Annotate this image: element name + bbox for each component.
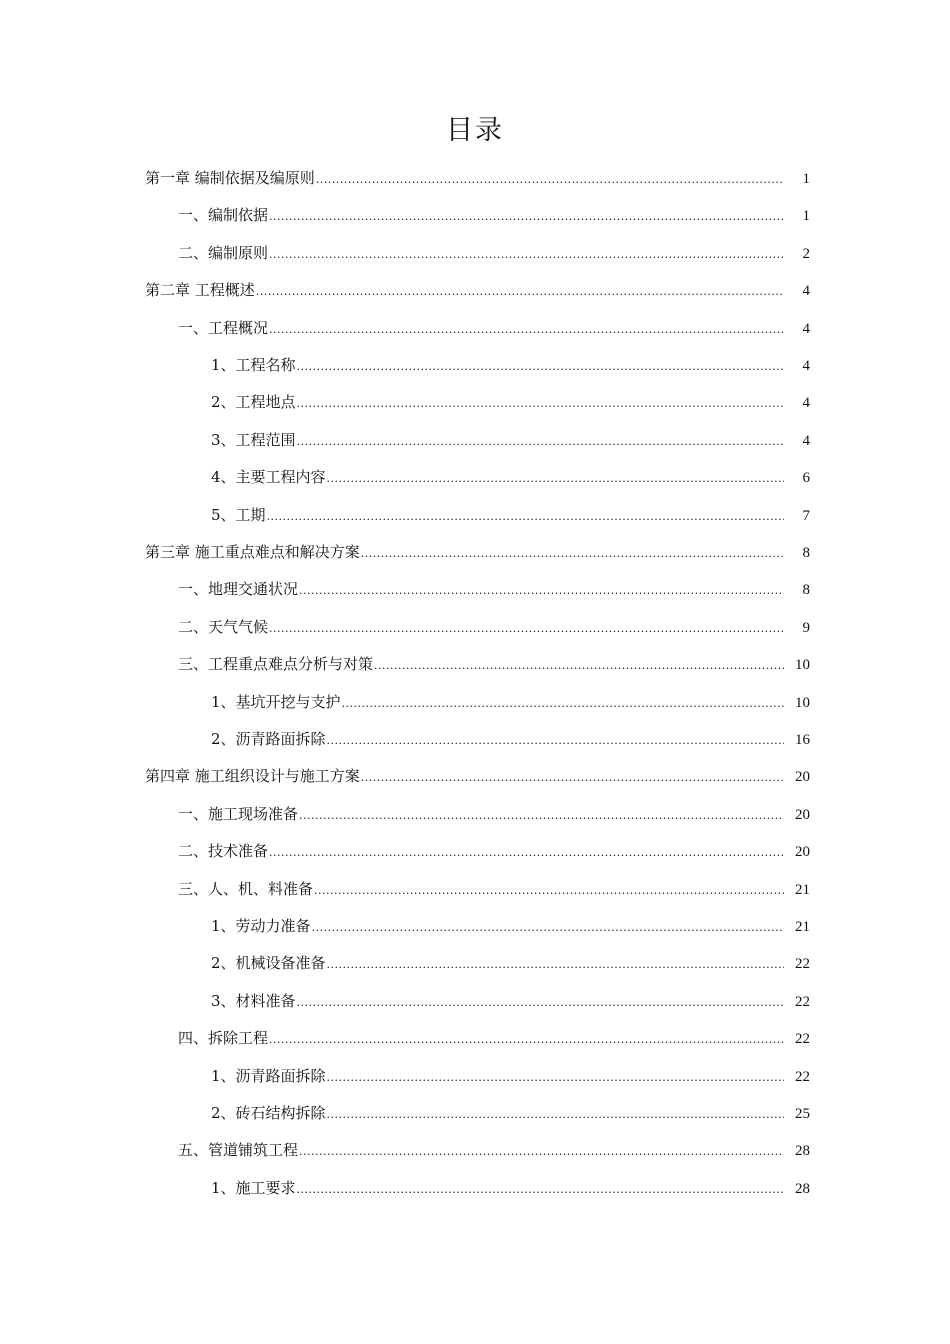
- toc-dot-leader: [374, 654, 784, 678]
- toc-entry[interactable]: [211, 1064, 810, 1088]
- toc-entry[interactable]: [145, 764, 810, 788]
- toc-page-number: 22: [795, 993, 810, 1010]
- toc-entry-title: 二、技术准备: [178, 842, 269, 861]
- toc-entry-title: 1、工程名称: [211, 356, 296, 374]
- toc-entry[interactable]: [178, 577, 810, 601]
- toc-entry[interactable]: [178, 802, 810, 826]
- toc-dot-leader: [327, 467, 784, 491]
- toc-entry[interactable]: [211, 465, 810, 489]
- toc-page-number: 1: [802, 208, 810, 225]
- toc-dot-leader: [327, 1066, 784, 1090]
- toc-entry[interactable]: [178, 203, 810, 227]
- toc-dot-leader: [299, 1140, 784, 1164]
- toc-entry-title: 第四章 施工组织设计与施工方案: [145, 767, 360, 786]
- toc-entry-title: 五、管道铺筑工程: [178, 1141, 299, 1160]
- toc-page-number: 2: [802, 245, 810, 262]
- toc-entry-title: 一、编制依据: [178, 206, 269, 225]
- toc-entry-title: 4、主要工程内容: [211, 468, 326, 487]
- toc-dot-leader: [297, 430, 784, 454]
- toc-entry[interactable]: [211, 353, 810, 377]
- toc-dot-leader: [299, 804, 784, 828]
- toc-dot-leader: [361, 542, 784, 566]
- toc-dot-leader: [269, 243, 784, 267]
- toc-entry-title: 三、工程重点难点分析与对策: [178, 655, 374, 674]
- toc-page-number: 9: [802, 619, 810, 636]
- toc-entry-title: 3、材料准备: [211, 991, 296, 1010]
- toc-entry-title: 二、天气气候: [178, 617, 269, 636]
- toc-entry-title: 二、编制原则: [178, 243, 269, 262]
- toc-dot-leader: [256, 280, 784, 304]
- toc-title: 目录: [446, 115, 504, 146]
- toc-entry-title: 1、施工要求: [211, 1178, 296, 1197]
- toc-entry[interactable]: [178, 839, 810, 863]
- toc-page-number: 28: [795, 1143, 810, 1160]
- toc-dot-leader: [342, 692, 784, 716]
- toc-dot-leader: [361, 766, 784, 790]
- toc-entry-title: 2、工程地点: [211, 393, 296, 412]
- toc-entry-title: 1、基坑开挖与支护: [211, 692, 341, 711]
- toc-entry-title: 2、砖石结构拆除: [211, 1104, 326, 1122]
- toc-page-number: 8: [802, 545, 810, 561]
- toc-entry[interactable]: [211, 727, 810, 751]
- toc-dot-leader: [297, 991, 784, 1015]
- toc-entry[interactable]: [211, 690, 810, 714]
- toc-entry[interactable]: [178, 241, 810, 265]
- toc-dot-leader: [269, 617, 784, 641]
- toc-dot-leader: [312, 916, 784, 940]
- toc-dot-leader: [299, 579, 784, 603]
- toc-dot-leader: [267, 505, 784, 529]
- toc-entry[interactable]: [178, 1138, 810, 1162]
- toc-page-number: 20: [795, 806, 810, 823]
- toc-dot-leader: [327, 729, 784, 753]
- toc-entry[interactable]: [211, 951, 810, 975]
- toc-page-number: 4: [802, 432, 810, 449]
- toc-entry-title: 一、工程概况: [178, 318, 269, 337]
- toc-entry-title: 2、机械设备准备: [211, 954, 326, 973]
- toc-entry-title: 第三章 施工重点难点和解决方案: [145, 543, 360, 561]
- toc-page-number: 10: [795, 694, 810, 711]
- toc-page-number: 6: [802, 470, 810, 487]
- toc-page-number: 8: [802, 582, 810, 599]
- toc-page-number: 20: [795, 844, 810, 861]
- toc-page-number: 21: [795, 919, 810, 935]
- toc-entry[interactable]: [211, 390, 810, 414]
- toc-dot-leader: [327, 953, 784, 977]
- toc-entry-title: 三、人、机、料准备: [178, 879, 314, 898]
- toc-entry-title: 一、地理交通状况: [178, 580, 299, 599]
- toc-entry[interactable]: [178, 877, 810, 901]
- toc-entry[interactable]: [178, 316, 810, 340]
- toc-dot-leader: [269, 205, 784, 229]
- toc-dot-leader: [316, 168, 784, 192]
- toc-page-number: 16: [795, 732, 810, 748]
- toc-page-number: 25: [795, 1106, 810, 1122]
- toc-entry[interactable]: [145, 278, 810, 302]
- toc-dot-leader: [269, 841, 784, 865]
- toc-entry-title: 5、工期: [211, 505, 266, 524]
- toc-dot-leader: [314, 879, 784, 903]
- toc-entry-title: 1、沥青路面拆除: [211, 1066, 326, 1085]
- toc-page-number: 10: [795, 657, 810, 674]
- toc-dot-leader: [297, 1178, 784, 1202]
- toc-page-number: 1: [802, 171, 810, 187]
- toc-entry-title: 1、劳动力准备: [211, 917, 311, 935]
- toc-page-number: 4: [802, 320, 810, 337]
- toc-entry[interactable]: [145, 540, 810, 564]
- toc-entry-title: 一、施工现场准备: [178, 804, 299, 823]
- toc-page-number: 22: [795, 1068, 810, 1085]
- toc-entry[interactable]: [178, 652, 810, 676]
- toc-entry[interactable]: [211, 989, 810, 1013]
- toc-entry[interactable]: [178, 615, 810, 639]
- toc-entry-title: 第二章 工程概述: [145, 281, 255, 300]
- toc-entry-title: 2、沥青路面拆除: [211, 730, 326, 748]
- toc-entry-title: 第一章 编制依据及编原则: [145, 169, 315, 187]
- toc-entry[interactable]: [211, 914, 810, 938]
- toc-dot-leader: [269, 318, 784, 342]
- toc-entry-title: 3、工程范围: [211, 430, 296, 449]
- toc-entry-title: 四、拆除工程: [178, 1029, 269, 1048]
- toc-dot-leader: [297, 392, 784, 416]
- toc-dot-leader: [297, 355, 784, 379]
- toc-page-number: 21: [795, 881, 810, 898]
- toc-dot-leader: [269, 1028, 784, 1052]
- toc-page-number: 22: [795, 956, 810, 973]
- toc-entry[interactable]: [211, 1176, 810, 1200]
- toc-entry[interactable]: [211, 1101, 810, 1125]
- toc-page-number: 22: [795, 1031, 810, 1048]
- toc-dot-leader: [327, 1103, 784, 1127]
- toc-page-number: 4: [802, 358, 810, 374]
- toc-entry[interactable]: [211, 503, 810, 527]
- toc-page-number: 20: [795, 769, 810, 786]
- toc-entry[interactable]: [178, 1026, 810, 1050]
- toc-page-number: 4: [802, 395, 810, 412]
- toc-entry[interactable]: [211, 428, 810, 452]
- toc-entry[interactable]: [145, 166, 810, 190]
- toc-page-number: 4: [802, 283, 810, 300]
- toc-page-number: 7: [802, 507, 810, 524]
- toc-page-number: 28: [795, 1180, 810, 1197]
